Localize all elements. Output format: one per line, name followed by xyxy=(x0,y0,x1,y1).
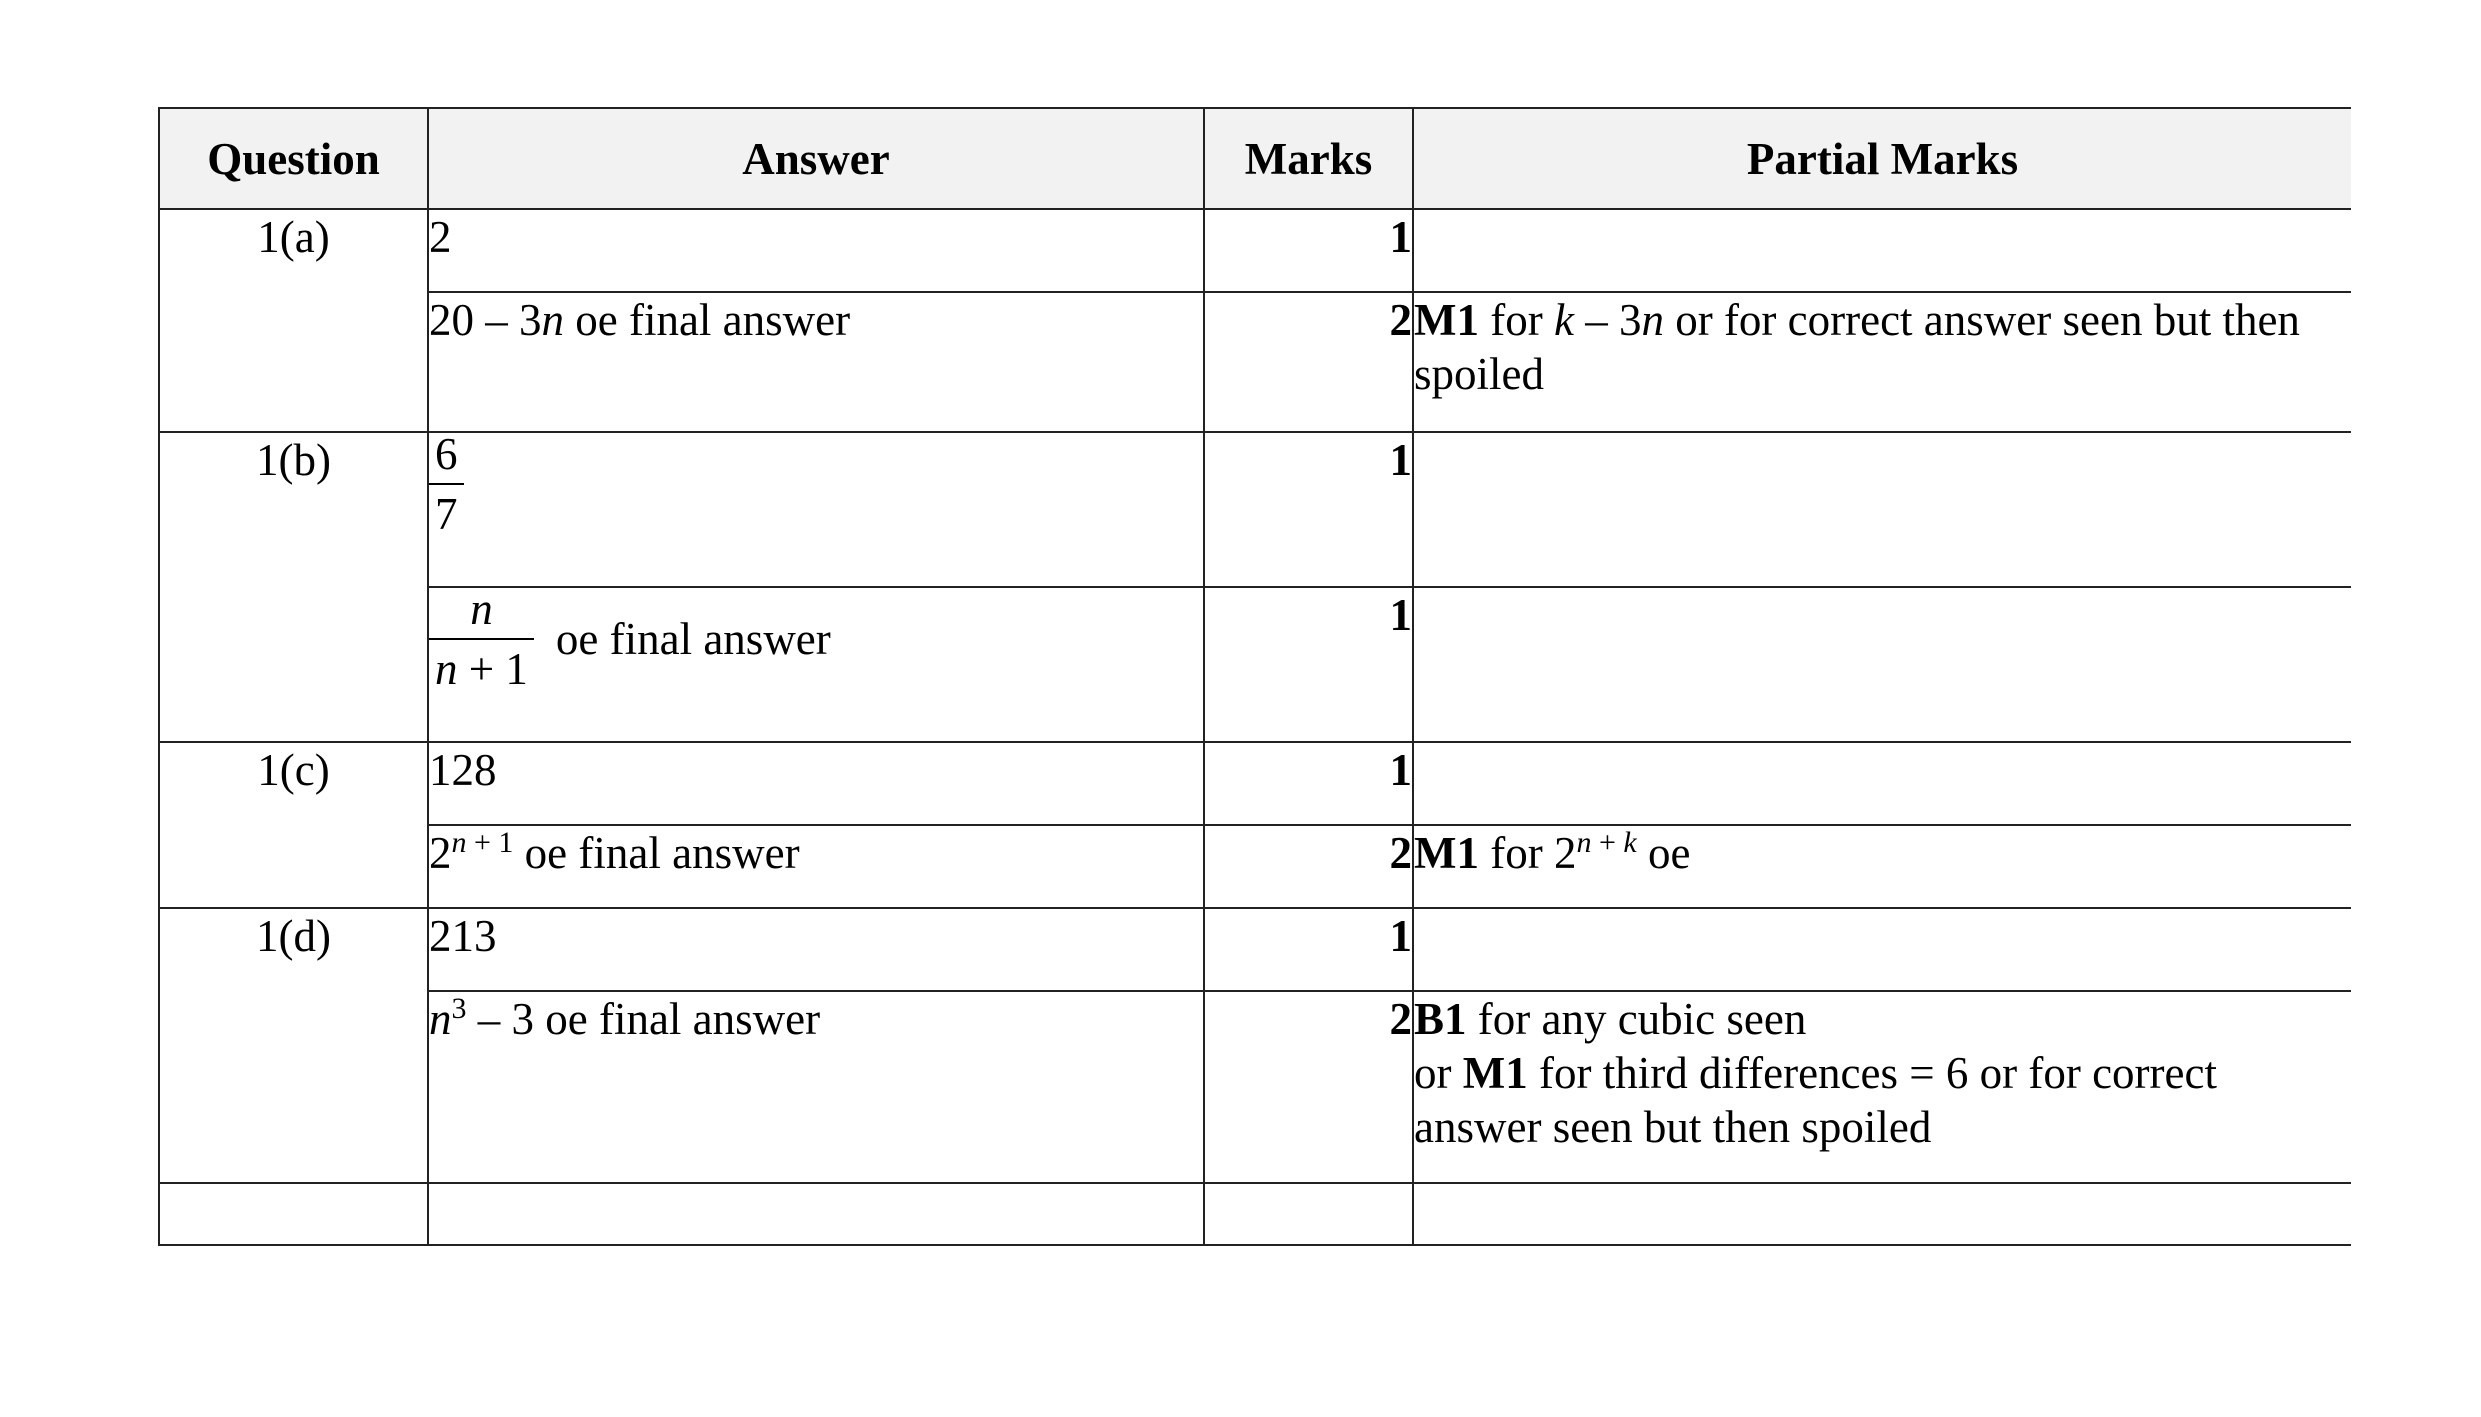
answer-text: oe final answer xyxy=(555,614,831,665)
exponent-variable: k xyxy=(1623,826,1637,859)
table-row xyxy=(159,991,2351,1183)
header-marks: Marks xyxy=(1204,108,1413,209)
table-row xyxy=(159,742,2351,825)
question-cell: 1(c) xyxy=(159,742,428,908)
partial-text: for xyxy=(1478,295,1554,345)
header-answer: Answer xyxy=(428,108,1204,209)
answer-exponent: 3 xyxy=(451,992,467,1025)
fraction xyxy=(429,584,534,695)
partial-marks-cell xyxy=(1413,1183,2351,1245)
partial-marks-cell xyxy=(1413,209,2351,292)
mark-code: M1 xyxy=(1414,295,1479,345)
fraction-denominator xyxy=(429,638,534,694)
table-row xyxy=(159,292,2351,432)
partial-marks-cell xyxy=(1413,432,2351,587)
answer-text: 20 – 3 xyxy=(429,295,542,345)
partial-text: or xyxy=(1414,1048,1463,1098)
partial-text: for any cubic seen xyxy=(1466,994,1807,1044)
answer-cell: 213 xyxy=(428,908,1204,991)
partial-variable: k xyxy=(1553,295,1574,345)
fraction-numerator: 6 xyxy=(435,429,458,479)
partial-marks-cell xyxy=(1413,587,2351,742)
answer-cell: 2 xyxy=(428,209,1204,292)
partial-line xyxy=(1414,992,2351,1046)
fraction-wrap xyxy=(429,429,1203,540)
table-row xyxy=(159,825,2351,908)
header-partial-marks: Partial Marks xyxy=(1413,108,2351,209)
fraction xyxy=(429,429,464,540)
exponent-rest: + 1 xyxy=(466,826,514,859)
partial-text: or for correct answer seen but then spoiled xyxy=(1414,295,2300,399)
answer-text: oe final answer xyxy=(564,295,851,345)
answer-cell xyxy=(428,584,1204,742)
partial-marks-cell xyxy=(1413,908,2351,991)
partial-text: – 3 xyxy=(1573,295,1642,345)
partial-text: for 2 xyxy=(1478,828,1577,878)
marks-cell: 2 xyxy=(1204,825,1413,908)
answer-cell xyxy=(428,429,1204,587)
answer-exponent xyxy=(452,826,514,859)
marks-cell: 1 xyxy=(1204,209,1413,292)
answer-cell: 128 xyxy=(428,742,1204,825)
question-cell xyxy=(159,1183,428,1245)
marks-cell: 2 xyxy=(1204,292,1413,432)
mark-code: B1 xyxy=(1414,994,1467,1044)
question-cell: 1(b) xyxy=(159,432,428,742)
partial-exponent xyxy=(1576,826,1636,859)
answer-cell xyxy=(428,1183,1204,1245)
partial-marks-cell xyxy=(1413,742,2351,825)
answer-cell xyxy=(428,292,1204,432)
table-row xyxy=(159,209,2351,292)
fraction-wrap xyxy=(429,584,1203,695)
question-cell: 1(a) xyxy=(159,209,428,432)
marks-cell: 1 xyxy=(1204,908,1413,991)
table-row xyxy=(159,908,2351,991)
table-header-row xyxy=(159,108,2351,209)
mark-scheme-page xyxy=(158,107,2351,1355)
exponent-variable: n xyxy=(451,826,467,859)
marks-cell: 1 xyxy=(1204,742,1413,825)
question-cell: 1(d) xyxy=(159,908,428,1183)
answer-text: 2 xyxy=(429,828,452,878)
header-question: Question xyxy=(159,108,428,209)
partial-text: oe xyxy=(1636,828,1691,878)
table-row xyxy=(159,587,2351,742)
mark-code: M1 xyxy=(1414,828,1479,878)
marks-cell xyxy=(1204,1183,1413,1245)
exponent-variable: n xyxy=(1576,826,1592,859)
exponent-rest: + xyxy=(1591,826,1624,859)
partial-variable: n xyxy=(1641,295,1664,345)
marks-cell: 1 xyxy=(1204,587,1413,742)
mark-code: M1 xyxy=(1462,1048,1528,1098)
marks-cell: 1 xyxy=(1204,432,1413,587)
answer-variable: n xyxy=(429,994,452,1044)
fraction-denominator-rest: + 1 xyxy=(457,644,528,695)
partial-line xyxy=(1414,1046,2351,1154)
answer-text: – 3 oe final answer xyxy=(466,994,821,1044)
partial-marks-cell xyxy=(1413,991,2351,1183)
fraction-denominator: 7 xyxy=(429,483,464,539)
marks-cell: 2 xyxy=(1204,991,1413,1183)
answer-cell xyxy=(428,991,1204,1183)
table-row xyxy=(159,432,2351,587)
answer-variable: n xyxy=(541,295,564,345)
fraction-denominator-variable: n xyxy=(435,644,458,695)
partial-marks-cell xyxy=(1413,292,2351,432)
answer-text: oe final answer xyxy=(513,828,800,878)
mark-scheme-table xyxy=(158,107,2351,1246)
partial-text: for third differences = 6 or for correct answer seen but then spoiled xyxy=(1414,1048,2217,1152)
table-row-continued xyxy=(159,1183,2351,1245)
fraction-numerator: n xyxy=(470,584,493,634)
answer-cell xyxy=(428,825,1204,908)
partial-marks-cell xyxy=(1413,825,2351,908)
